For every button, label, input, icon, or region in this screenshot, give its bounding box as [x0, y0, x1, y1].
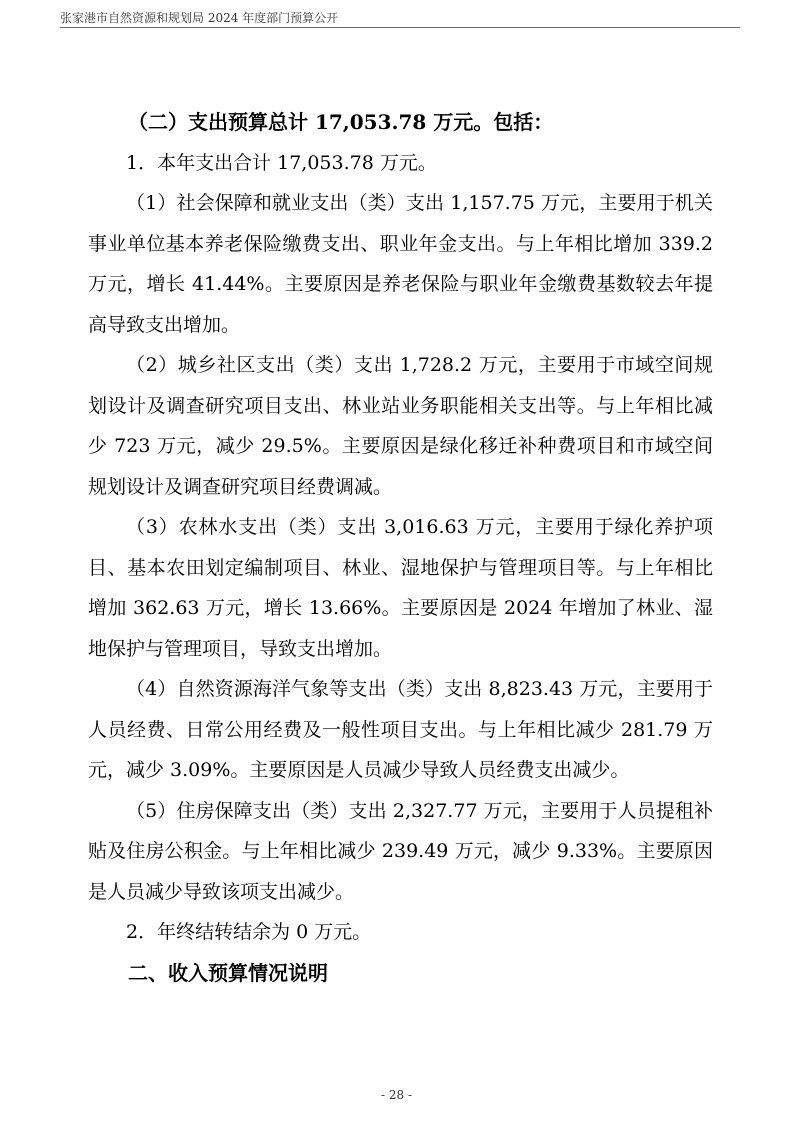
paragraph-natural-resources: （4）自然资源海洋气象等支出（类）支出 8,823.43 万元，主要用于人员经费、日常公用经费及一般性项目支出。与上年相比减少 281.79 万元，减少 3.09%。主要原因是人员减少导致人员经费支出减少。	[88, 678, 713, 781]
subsection-heading: （二）支出预算总计 17,053.78 万元。包括：	[128, 110, 554, 134]
paragraph-total-expenditure: 1．本年支出合计 17,053.78 万元。	[126, 151, 437, 174]
header-divider	[60, 27, 740, 28]
paragraph-housing: （5）住房保障支出（类）支出 2,327.77 万元，主要用于人员提租补贴及住房公积金。与上年相比减少 239.49 万元，减少 9.33%。主要原因是人员减少导致该项支出减少。	[88, 799, 713, 903]
paragraph-carryover: 2．年终结转结余为 0 万元。	[126, 921, 372, 943]
document-body	[88, 102, 713, 993]
paragraph-agriculture: （3）农林水支出（类）支出 3,016.63 万元，主要用于绿化养护项目、基本农田划定编制项目、林业、湿地保护与管理项目等。与上年相比增加 362.63 万元，增长 13.66%。主要原因是 2024 年增加了林业、湿地保护与管理项目，导致支出增加。	[88, 516, 713, 660]
page-number: - 28 -	[380, 1088, 412, 1102]
paragraph-social-security: （1）社会保障和就业支出（类）支出 1,157.75 万元，主要用于机关事业单位基本养老保险缴费支出、职业年金支出。与上年相比增加 339.2 万元，增长 41.44%。主要原因是养老保险与职业年金缴费基数较去年提高导致支出增加。	[88, 192, 713, 336]
paragraph-urban-rural: （2）城乡社区支出（类）支出 1,728.2 万元，主要用于市域空间规划设计及调查研究项目支出、林业站业务职能相关支出等。与上年相比减少 723 万元，减少 29.5%。主要原因是绿化移迁补种费项目和市域空间规划设计及调查研究项目经费调减。	[88, 354, 713, 498]
document-header: 张家港市自然资源和规划局 2024 年度部门预算公开	[60, 11, 339, 25]
section-heading: 二、收入预算情况说明	[128, 960, 328, 985]
